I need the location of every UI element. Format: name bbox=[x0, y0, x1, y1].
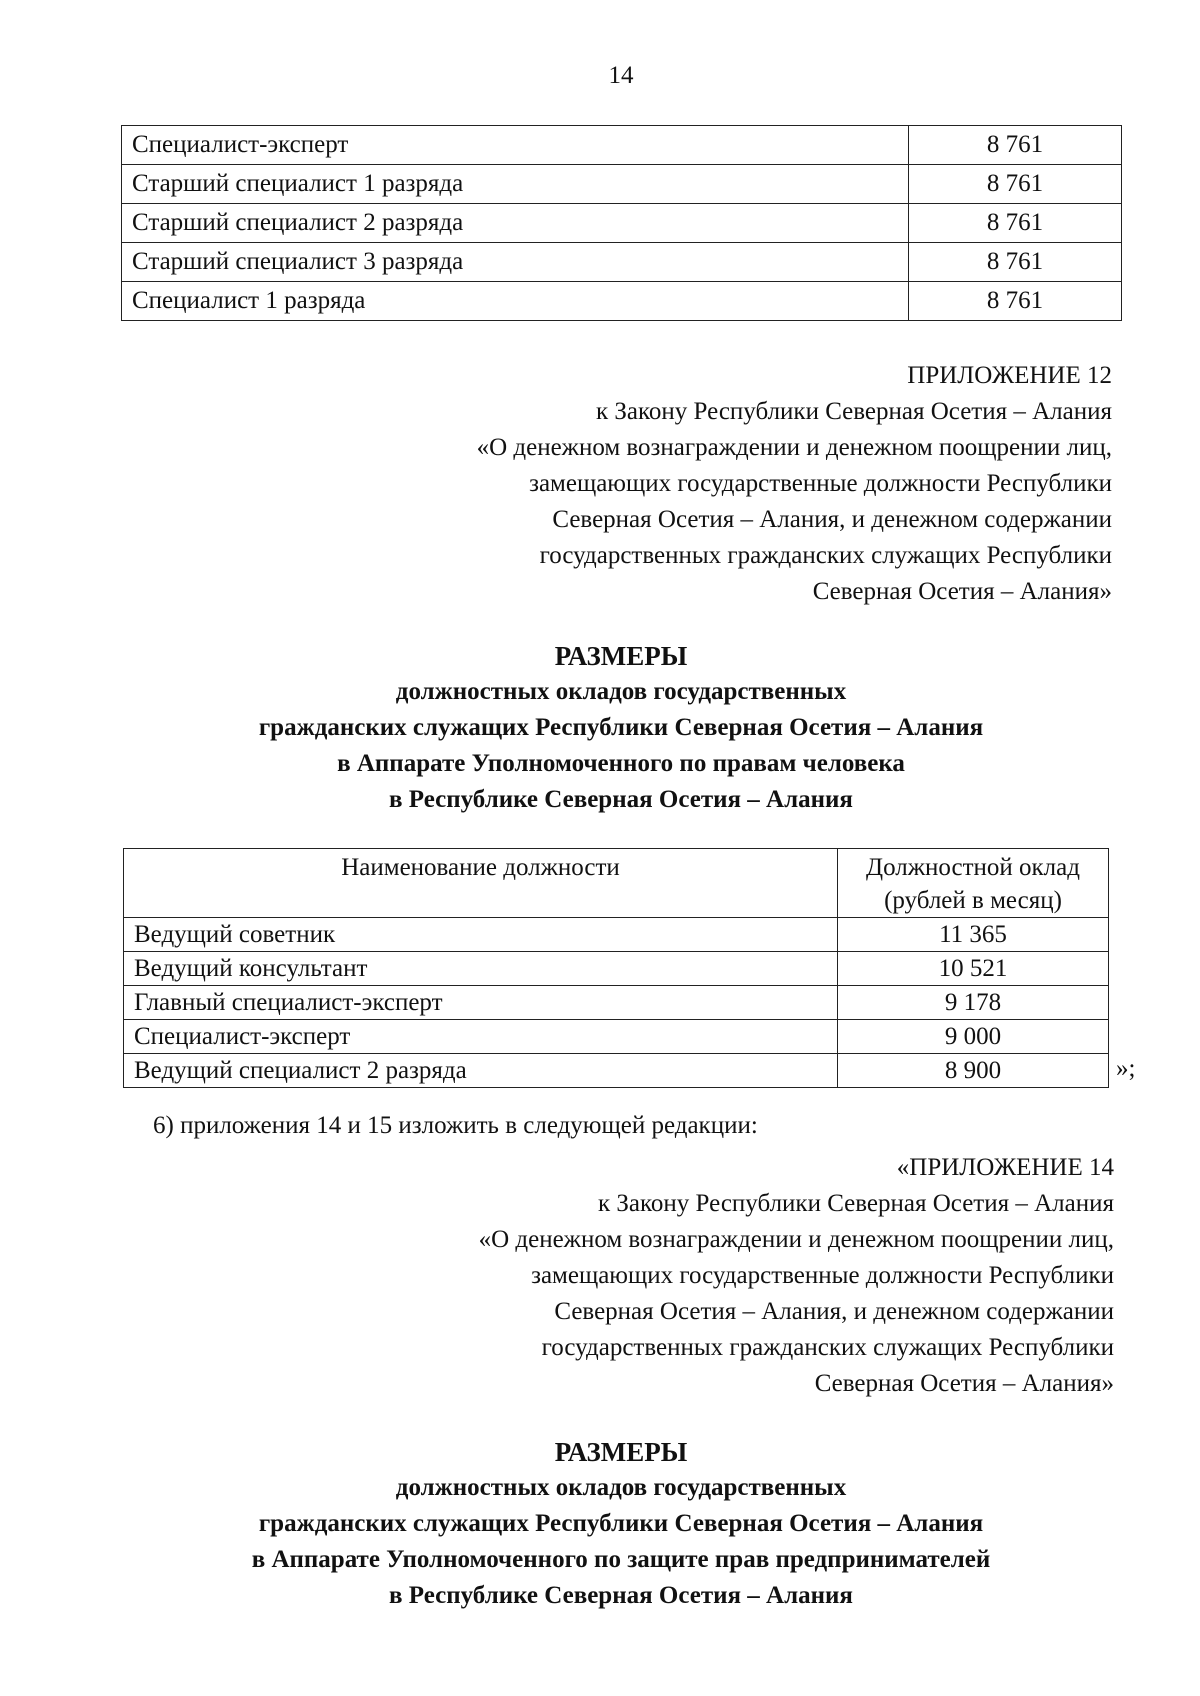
page-number: 14 bbox=[608, 62, 634, 89]
title-line: должностных окладов государственных bbox=[395, 678, 847, 705]
table-row bbox=[124, 952, 1109, 986]
position-name: Специалист-эксперт bbox=[124, 1020, 838, 1054]
salary-value: 8 761 bbox=[909, 204, 1122, 243]
title-line: гражданских служащих Республики Северная Осетия – Алания bbox=[258, 1510, 984, 1537]
title-line: в Аппарате Уполномоченного по правам человека bbox=[337, 750, 905, 777]
salary-value: 10 521 bbox=[838, 952, 1109, 986]
header-position: Наименование должности bbox=[124, 849, 838, 918]
salary-value: 8 761 bbox=[909, 243, 1122, 282]
position-name: Старший специалист 1 разряда bbox=[122, 165, 909, 204]
salary-value: 8 761 bbox=[909, 165, 1122, 204]
salary-value: 11 365 bbox=[838, 918, 1109, 952]
position-name: Главный специалист-эксперт bbox=[124, 986, 838, 1020]
position-name: Ведущий консультант bbox=[124, 952, 838, 986]
appendix-line: Северная Осетия – Алания, и денежном содержании bbox=[554, 1298, 1114, 1325]
section-title-1 bbox=[0, 638, 1200, 818]
position-name: Специалист 1 разряда bbox=[122, 282, 909, 321]
amendment-instruction: 6) приложения 14 и 15 изложить в следующей редакции: bbox=[153, 1112, 758, 1139]
position-name: Специалист-эксперт bbox=[122, 126, 909, 165]
table-header-row bbox=[124, 849, 1109, 918]
salary-value: 8 761 bbox=[909, 126, 1122, 165]
header-salary-line: Должностной оклад bbox=[866, 854, 1080, 881]
table-row bbox=[122, 126, 1122, 165]
salary-table-ombudsman bbox=[123, 848, 1109, 1088]
table-row bbox=[122, 243, 1122, 282]
appendix-line: к Закону Республики Северная Осетия – Алания bbox=[598, 1190, 1114, 1217]
title-line: в Республике Северная Осетия – Алания bbox=[389, 786, 853, 813]
appendix-12-header bbox=[477, 358, 1112, 610]
section-title-2 bbox=[0, 1434, 1200, 1614]
table-row bbox=[122, 282, 1122, 321]
table-row bbox=[124, 986, 1109, 1020]
table-row bbox=[122, 204, 1122, 243]
position-name: Старший специалист 2 разряда bbox=[122, 204, 909, 243]
appendix-line: государственных гражданских служащих Республики bbox=[541, 1334, 1114, 1361]
table-row bbox=[124, 1020, 1109, 1054]
table-row bbox=[122, 165, 1122, 204]
position-name: Ведущий советник bbox=[124, 918, 838, 952]
table-row bbox=[124, 918, 1109, 952]
title-heading: РАЗМЕРЫ bbox=[554, 641, 688, 671]
title-line: гражданских служащих Республики Северная Осетия – Алания bbox=[258, 714, 984, 741]
appendix-line: ПРИЛОЖЕНИЕ 12 bbox=[907, 362, 1112, 389]
appendix-14-header bbox=[479, 1150, 1114, 1402]
title-line: в Республике Северная Осетия – Алания bbox=[389, 1582, 853, 1609]
position-name: Ведущий специалист 2 разряда bbox=[124, 1054, 838, 1088]
appendix-line: «О денежном вознаграждении и денежном поощрении лиц, bbox=[478, 1226, 1114, 1253]
title-line: должностных окладов государственных bbox=[395, 1474, 847, 1501]
position-name: Старший специалист 3 разряда bbox=[122, 243, 909, 282]
title-line: в Аппарате Уполномоченного по защите прав предпринимателей bbox=[251, 1546, 991, 1573]
appendix-line: государственных гражданских служащих Республики bbox=[539, 542, 1112, 569]
salary-table-continued bbox=[121, 125, 1122, 321]
appendix-line: Северная Осетия – Алания» bbox=[814, 1370, 1114, 1397]
salary-value: 9 178 bbox=[838, 986, 1109, 1020]
salary-value: 8 761 bbox=[909, 282, 1122, 321]
appendix-line: «ПРИЛОЖЕНИЕ 14 bbox=[896, 1154, 1114, 1181]
appendix-line: замещающих государственные должности Республики bbox=[531, 1262, 1114, 1289]
closing-quote-mark: »; bbox=[1116, 1055, 1136, 1082]
appendix-line: Северная Осетия – Алания» bbox=[812, 578, 1112, 605]
title-heading: РАЗМЕРЫ bbox=[554, 1437, 688, 1467]
appendix-line: «О денежном вознаграждении и денежном поощрении лиц, bbox=[476, 434, 1112, 461]
salary-value: 8 900 bbox=[838, 1054, 1109, 1088]
salary-value: 9 000 bbox=[838, 1020, 1109, 1054]
appendix-line: к Закону Республики Северная Осетия – Алания bbox=[596, 398, 1112, 425]
appendix-line: замещающих государственные должности Республики bbox=[529, 470, 1112, 497]
header-salary bbox=[838, 849, 1109, 918]
header-salary-line: (рублей в месяц) bbox=[884, 887, 1062, 914]
appendix-line: Северная Осетия – Алания, и денежном содержании bbox=[552, 506, 1112, 533]
table-row bbox=[124, 1054, 1109, 1088]
